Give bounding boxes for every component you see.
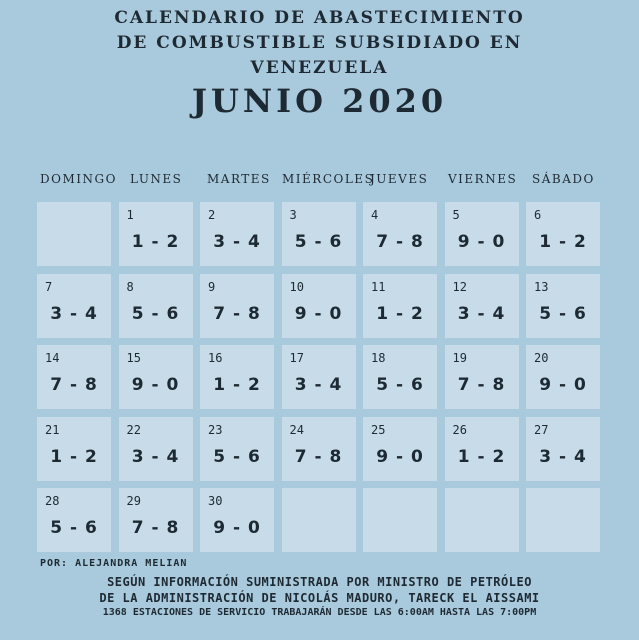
calendar-day-cell — [526, 345, 600, 409]
day-number: 22 — [126, 422, 141, 437]
title-line: CALENDARIO DE ABASTECIMIENTO — [114, 8, 525, 28]
day-number: 6 — [534, 208, 542, 222]
calendar-day-cell — [37, 345, 111, 409]
plate-digit-range: 1 - 2 — [213, 375, 261, 395]
calendar-day-cell — [119, 488, 193, 552]
plate-digit-range: 7 - 8 — [376, 232, 424, 252]
calendar-day-cell — [119, 202, 193, 266]
day-number: 7 — [45, 279, 53, 294]
day-number: 27 — [534, 422, 549, 437]
plate-digit-range: 1 - 2 — [457, 446, 506, 467]
weekday-label: SÁBADO — [532, 172, 595, 186]
day-number: 29 — [126, 494, 141, 508]
day-number: 4 — [371, 208, 379, 222]
day-number: 17 — [289, 351, 304, 365]
calendar-day-cell — [119, 345, 193, 409]
plate-digit-range: 5 - 6 — [294, 232, 343, 252]
day-number: 20 — [534, 351, 549, 365]
calendar-grid — [37, 202, 600, 552]
weekday-label: MARTES — [207, 172, 271, 186]
plate-digit-range: 9 - 0 — [457, 232, 506, 252]
calendar-day-cell — [119, 274, 193, 338]
calendar-day-cell — [526, 274, 600, 338]
day-number: 16 — [208, 351, 223, 365]
author-credit: POR: ALEJANDRA MELIAN — [40, 558, 188, 569]
plate-digit-range: 1 - 2 — [376, 303, 424, 324]
day-number: 24 — [289, 422, 304, 437]
calendar-day-cell — [119, 417, 193, 481]
day-number: 11 — [371, 279, 386, 294]
calendar-day-cell — [526, 488, 600, 552]
plate-digit-range: 7 - 8 — [131, 518, 180, 538]
day-number: 23 — [208, 422, 223, 437]
plate-digit-range: 3 - 4 — [131, 446, 180, 467]
day-number: 9 — [208, 279, 216, 294]
day-number: 3 — [289, 208, 297, 222]
calendar-day-cell — [363, 274, 437, 338]
plate-digit-range: 9 - 0 — [213, 518, 261, 538]
day-number: 2 — [208, 208, 216, 222]
weekday-label: MIÉRCOLES — [282, 172, 375, 186]
plate-digit-range: 5 - 6 — [539, 303, 587, 324]
day-number: 14 — [45, 351, 60, 365]
calendar-day-cell — [37, 274, 111, 338]
day-number: 15 — [126, 351, 141, 365]
calendar-day-cell — [37, 202, 111, 266]
weekday-label: VIERNES — [448, 172, 518, 186]
day-number: 25 — [371, 422, 386, 437]
calendar-day-cell — [526, 202, 600, 266]
plate-digit-range: 7 - 8 — [213, 303, 261, 324]
source-line: SEGÚN INFORMACIÓN SUMINISTRADA POR MINISTRO DE PETRÓLEO — [107, 575, 532, 589]
day-number: 18 — [371, 351, 386, 365]
plate-digit-range: 5 - 6 — [376, 375, 424, 395]
plate-digit-range: 5 - 6 — [50, 518, 98, 538]
plate-digit-range: 3 - 4 — [50, 303, 98, 324]
plate-digit-range: 3 - 4 — [294, 375, 343, 395]
plate-digit-range: 1 - 2 — [50, 446, 98, 467]
calendar-day-cell — [282, 417, 356, 481]
weekday-label: LUNES — [130, 172, 183, 186]
calendar-day-cell — [445, 488, 519, 552]
day-number: 12 — [452, 279, 467, 294]
plate-digit-range: 5 - 6 — [131, 303, 180, 324]
title-line: DE COMBUSTIBLE SUBSIDIADO EN — [116, 33, 523, 53]
calendar-day-cell — [37, 488, 111, 552]
month-title: JUNIO 2020 — [191, 82, 448, 120]
day-number: 28 — [45, 494, 60, 508]
calendar-day-cell — [363, 417, 437, 481]
plate-digit-range: 1 - 2 — [131, 232, 180, 252]
calendar-day-cell — [282, 345, 356, 409]
plate-digit-range: 7 - 8 — [294, 446, 343, 467]
source-note — [0, 574, 639, 606]
plate-digit-range: 3 - 4 — [213, 232, 261, 252]
calendar-day-cell — [200, 202, 274, 266]
calendar-day-cell — [363, 345, 437, 409]
day-number: 1 — [126, 208, 134, 222]
calendar-day-cell — [282, 202, 356, 266]
calendar-day-cell — [200, 345, 274, 409]
plate-digit-range: 1 - 2 — [539, 232, 587, 252]
plate-digit-range: 9 - 0 — [539, 375, 587, 395]
calendar-day-cell — [282, 274, 356, 338]
plate-digit-range: 9 - 0 — [376, 446, 424, 467]
day-number: 5 — [452, 208, 460, 222]
day-number: 21 — [45, 422, 60, 437]
calendar-day-cell — [445, 274, 519, 338]
plate-digit-range: 7 - 8 — [457, 375, 506, 395]
calendar-day-cell — [200, 488, 274, 552]
calendar-day-cell — [445, 417, 519, 481]
title-line: VENEZUELA — [250, 58, 389, 78]
stations-note: 1368 ESTACIONES DE SERVICIO TRABAJARÁN DESDE LAS 6:00AM HASTA LAS 7:00PM — [102, 607, 537, 618]
calendar-title — [0, 6, 639, 81]
plate-digit-range: 9 - 0 — [294, 303, 343, 324]
calendar-day-cell — [445, 345, 519, 409]
calendar-day-cell — [37, 417, 111, 481]
day-number: 19 — [452, 351, 467, 365]
calendar-day-cell — [200, 274, 274, 338]
day-number: 30 — [208, 494, 223, 508]
plate-digit-range: 5 - 6 — [213, 446, 261, 467]
plate-digit-range: 7 - 8 — [50, 375, 98, 395]
calendar-day-cell — [282, 488, 356, 552]
plate-digit-range: 3 - 4 — [539, 446, 587, 467]
calendar-day-cell — [445, 202, 519, 266]
calendar-day-cell — [526, 417, 600, 481]
calendar-day-cell — [200, 417, 274, 481]
day-number: 26 — [452, 422, 467, 437]
plate-digit-range: 9 - 0 — [131, 375, 180, 395]
day-number: 10 — [289, 279, 304, 294]
weekday-label: JUEVES — [370, 172, 429, 186]
calendar-day-cell — [363, 488, 437, 552]
weekday-label: DOMINGO — [40, 172, 117, 186]
source-line: DE LA ADMINISTRACIÓN DE NICOLÁS MADURO, TARECK EL AISSAMI — [99, 591, 540, 605]
day-number: 13 — [534, 279, 549, 294]
weekday-header — [0, 172, 639, 190]
day-number: 8 — [126, 279, 134, 294]
plate-digit-range: 3 - 4 — [457, 303, 506, 324]
calendar-day-cell — [363, 202, 437, 266]
